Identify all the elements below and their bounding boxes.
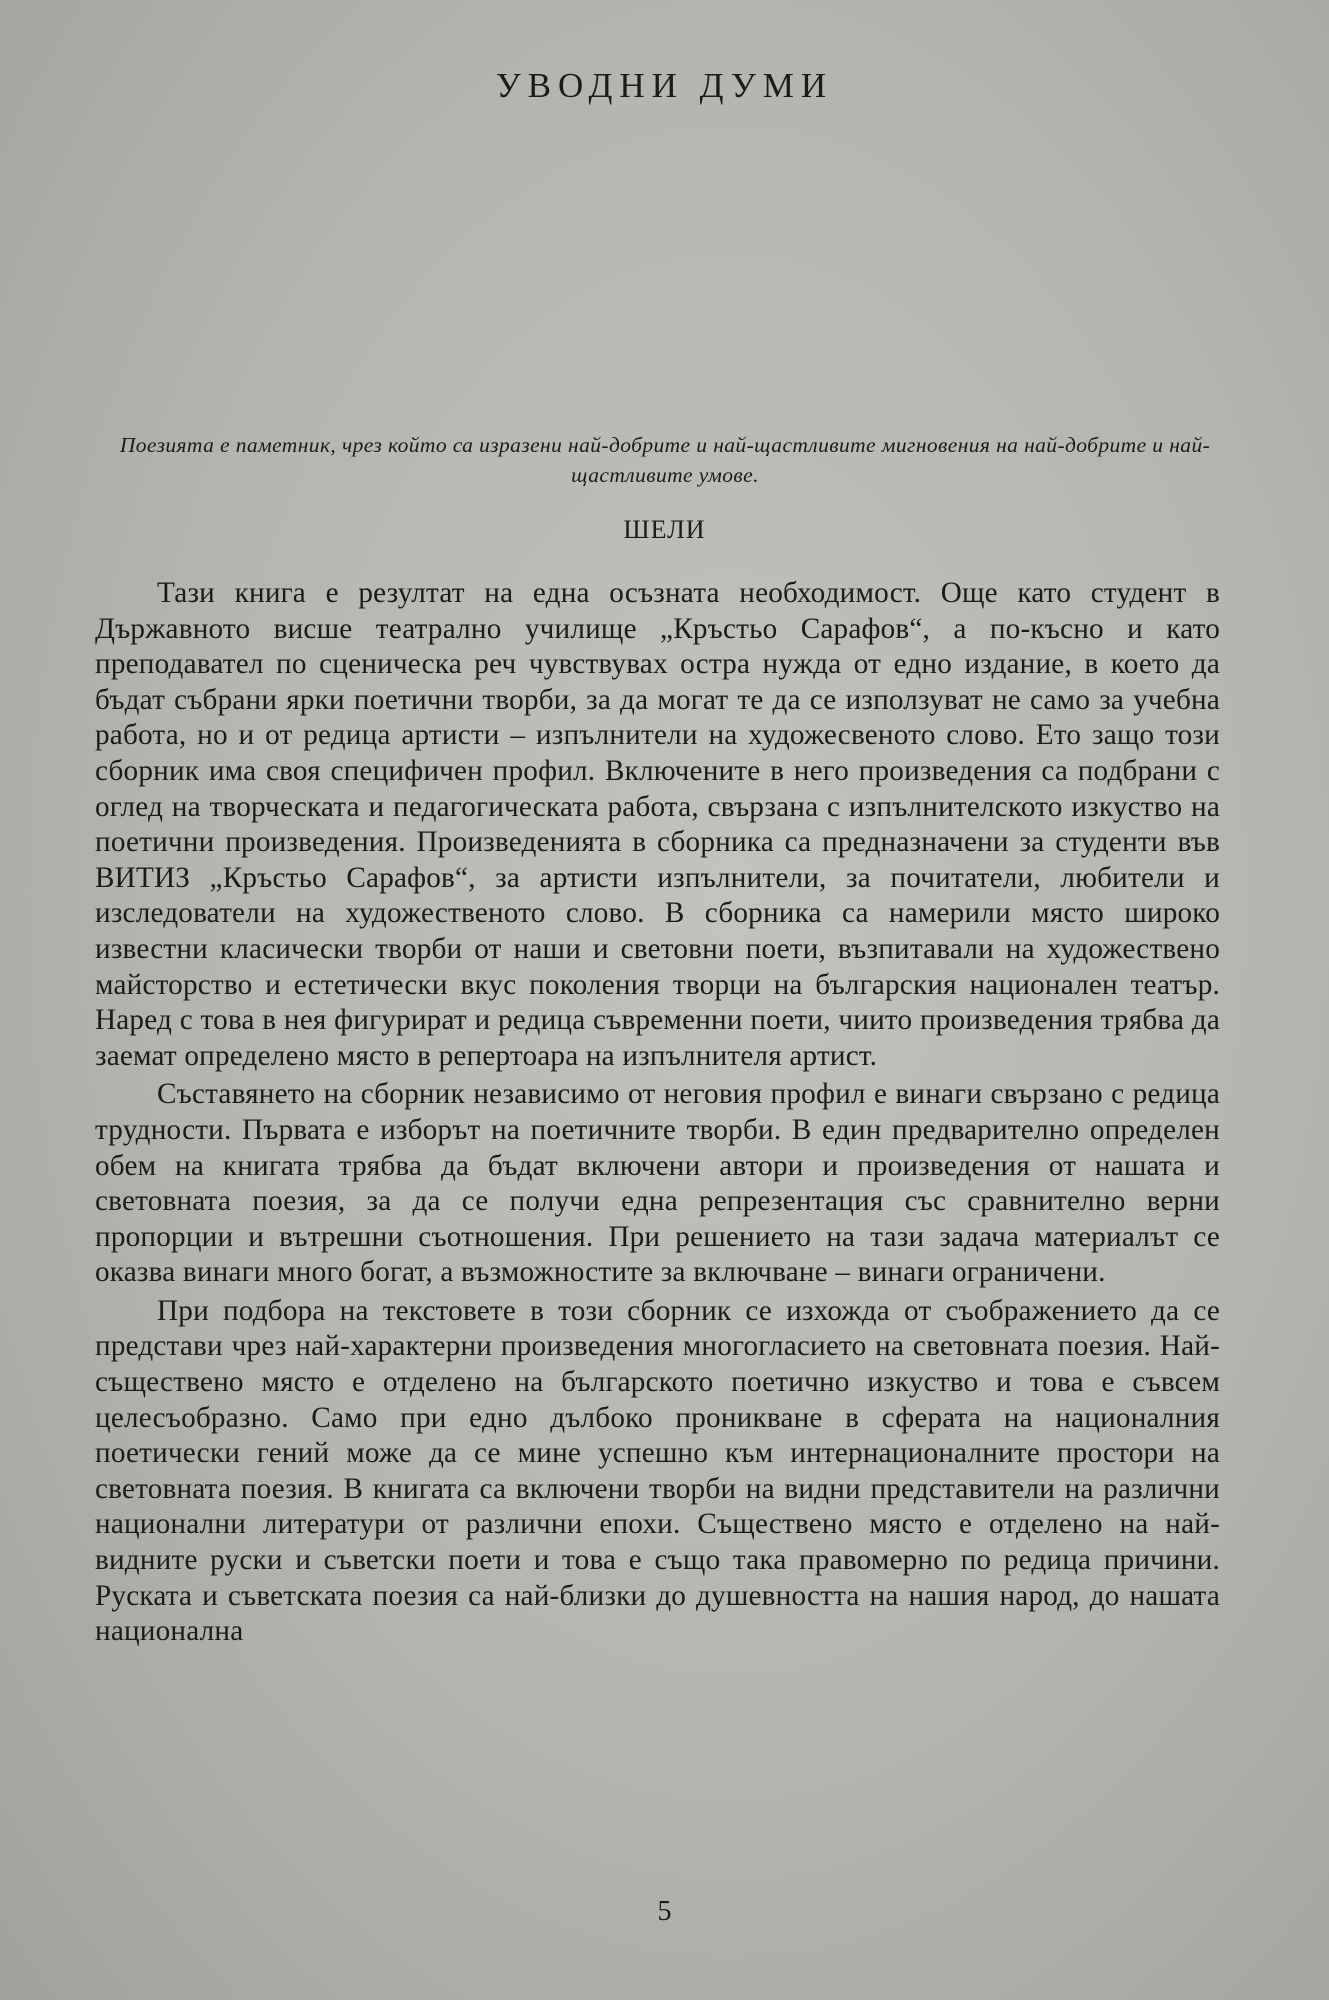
epigraph-quote: Поезията е паметник, чрез който са изразени най-добрите и най-щастливите мигновения на най-добрите и най-щастливите умове.: [119, 433, 1211, 487]
body-text: [95, 576, 1220, 1650]
page-heading: УВОДНИ ДУМИ: [495, 66, 834, 105]
page-number: 5: [657, 1896, 672, 1927]
epigraph-attribution: ШЕЛИ: [623, 515, 706, 544]
paragraph-2: Съставянето на сборник независимо от неговия профил е винаги свързано с редица трудности. Първата е изборът на поетичните творби. В един предварително определен обем на книгата трябва да бъдат включени автори и произведения от нашата и световната поезия, за да се получи една репрезентация със сравнително верни пропорции и вътрешни съотношения. При решението на тази задача материалът се оказва винаги много богат, а възможностите за включване – винаги ограничени.: [95, 1078, 1220, 1289]
paragraph-1: Тази книга е резултат на една осъзната необходимост. Още като студент в Държавното висше театрално училище „Кръстьо Сарафов“, а по-късно и като преподавател по сценическа реч чувствувах остра нужда от едно издание, в което да бъдат събрани ярки поетични творби, за да могат те да се използуват не само за учебна работа, но и от редица артисти – изпълнители на художесвеното слово. Ето защо този сборник има своя специфичен профил. Включените в него произведения са подбрани с оглед на творческата и педагогическата работа, свързана с изпълнителското изкуство на поетични произведения. Произведенията в сборника са предназначени за студенти във ВИТИЗ „Кръстьо Сарафов“, за артисти изпълнители, за почитатели, любители и изследователи на художественото слово. В сборника са намерили място широко известни класически творби от наши и световни поети, възпитавали на художествено майсторство и естетически вкус поколения творци на българския национален театър. Наред с това в нея фигурират и редица съвременни поети, чиито произведения трябва да заемат определено място в репертоара на изпълнителя артист.: [95, 577, 1220, 1072]
paragraph-3: При подбора на текстовете в този сборник се изхожда от съображението да се представи чрез най-характерни произведения многогласието на световната поезия. Най-съществено място е отделено на българското поетично изкуство и това е съвсем целесъобразно. Само при едно дълбоко проникване в сферата на националния поетически гений може да се мине успешно към интернационалните простори на световната поезия. В книгата са включени творби на видни представители на различни национални литератури от различни епохи. Съществено място е отделено на най-видните руски и съветски поети и това е също така правомерно по редица причини. Руската и съветската поезия са най-близки до душевността на нашия народ, до нашата национална: [95, 1294, 1220, 1648]
